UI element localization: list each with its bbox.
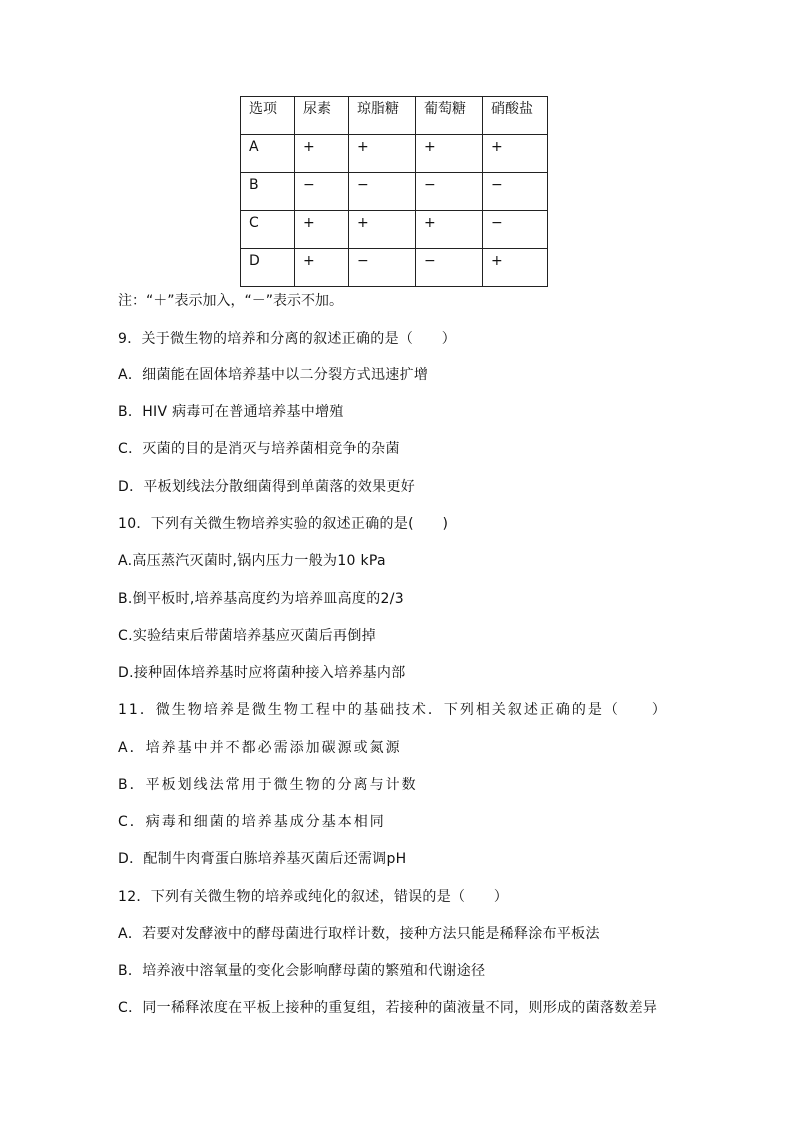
q12-option-a: A．若要对发酵液中的酵母菌进行取样计数，接种方法只能是稀释涂布平板法 bbox=[118, 926, 600, 942]
q11-option-c: C．病毒和细菌的培养基成分基本相同 bbox=[118, 814, 386, 830]
table-cell: B bbox=[241, 173, 295, 211]
table-cell: − bbox=[483, 211, 548, 249]
q11-option-b: B．平板划线法常用于微生物的分离与计数 bbox=[118, 777, 418, 793]
table-header-cell: 硝酸盐 bbox=[483, 97, 548, 135]
table-cell: − bbox=[416, 173, 483, 211]
q10-option-d: D.接种固体培养基时应将菌种接入培养基内部 bbox=[118, 665, 406, 681]
q10-option-a: A.高压蒸汽灭菌时,锅内压力一般为10 kPa bbox=[118, 553, 386, 569]
table-cell: − bbox=[483, 173, 548, 211]
table-cell: + bbox=[349, 211, 416, 249]
table-cell: + bbox=[416, 211, 483, 249]
table-row bbox=[241, 173, 548, 211]
q12-stem: 12．下列有关微生物的培养或纯化的叙述，错误的是（ ） bbox=[118, 889, 509, 905]
reagent-table-grid bbox=[240, 96, 548, 287]
q10-stem: 10．下列有关微生物培养实验的叙述正确的是( ) bbox=[118, 516, 449, 532]
table-cell: − bbox=[349, 173, 416, 211]
q9-option-d: D．平板划线法分散细菌得到单菌落的效果更好 bbox=[118, 479, 416, 495]
table-cell: + bbox=[295, 211, 349, 249]
table-cell: − bbox=[295, 173, 349, 211]
q9-option-b: B．HIV 病毒可在普通培养基中增殖 bbox=[118, 404, 344, 420]
table-cell: − bbox=[416, 249, 483, 287]
q12-option-b: B．培养液中溶氧量的变化会影响酵母菌的繁殖和代谢途径 bbox=[118, 963, 486, 979]
table-cell: − bbox=[349, 249, 416, 287]
table-header-row bbox=[241, 97, 548, 135]
reagent-table bbox=[240, 96, 548, 287]
table-header-cell: 选项 bbox=[241, 97, 295, 135]
q9-stem: 9．关于微生物的培养和分离的叙述正确的是（ ） bbox=[118, 331, 457, 347]
q10-option-c: C.实验结束后带菌培养基应灭菌后再倒掉 bbox=[118, 628, 376, 644]
table-header-cell: 葡萄糖 bbox=[416, 97, 483, 135]
q9-option-c: C．灭菌的目的是消灭与培养菌相竞争的杂菌 bbox=[118, 441, 400, 457]
table-cell: A bbox=[241, 135, 295, 173]
table-note: 注：“＋”表示加入，“－”表示不加。 bbox=[118, 293, 344, 309]
q11-stem: 11．微生物培养是微生物工程中的基础技术．下列相关叙述正确的是（ ） bbox=[118, 702, 668, 718]
table-header-cell: 琼脂糖 bbox=[349, 97, 416, 135]
table-cell: + bbox=[483, 249, 548, 287]
table-cell: C bbox=[241, 211, 295, 249]
table-cell: + bbox=[483, 135, 548, 173]
table-cell: + bbox=[349, 135, 416, 173]
table-cell: + bbox=[295, 249, 349, 287]
table-header-cell: 尿素 bbox=[295, 97, 349, 135]
q12-option-c: C．同一稀释浓度在平板上接种的重复组，若接种的菌液量不同，则形成的菌落数差异 bbox=[118, 1000, 658, 1016]
table-row bbox=[241, 249, 548, 287]
q10-option-b: B.倒平板时,培养基高度约为培养皿高度的2/3 bbox=[118, 591, 404, 607]
q9-option-a: A．细菌能在固体培养基中以二分裂方式迅速扩增 bbox=[118, 367, 429, 383]
q11-option-a: A．培养基中并不都必需添加碳源或氮源 bbox=[118, 740, 402, 756]
table-cell: + bbox=[295, 135, 349, 173]
table-row bbox=[241, 135, 548, 173]
table-cell: + bbox=[416, 135, 483, 173]
table-cell: D bbox=[241, 249, 295, 287]
q11-option-d: D．配制牛肉膏蛋白胨培养基灭菌后还需调pH bbox=[118, 851, 407, 867]
table-row bbox=[241, 211, 548, 249]
